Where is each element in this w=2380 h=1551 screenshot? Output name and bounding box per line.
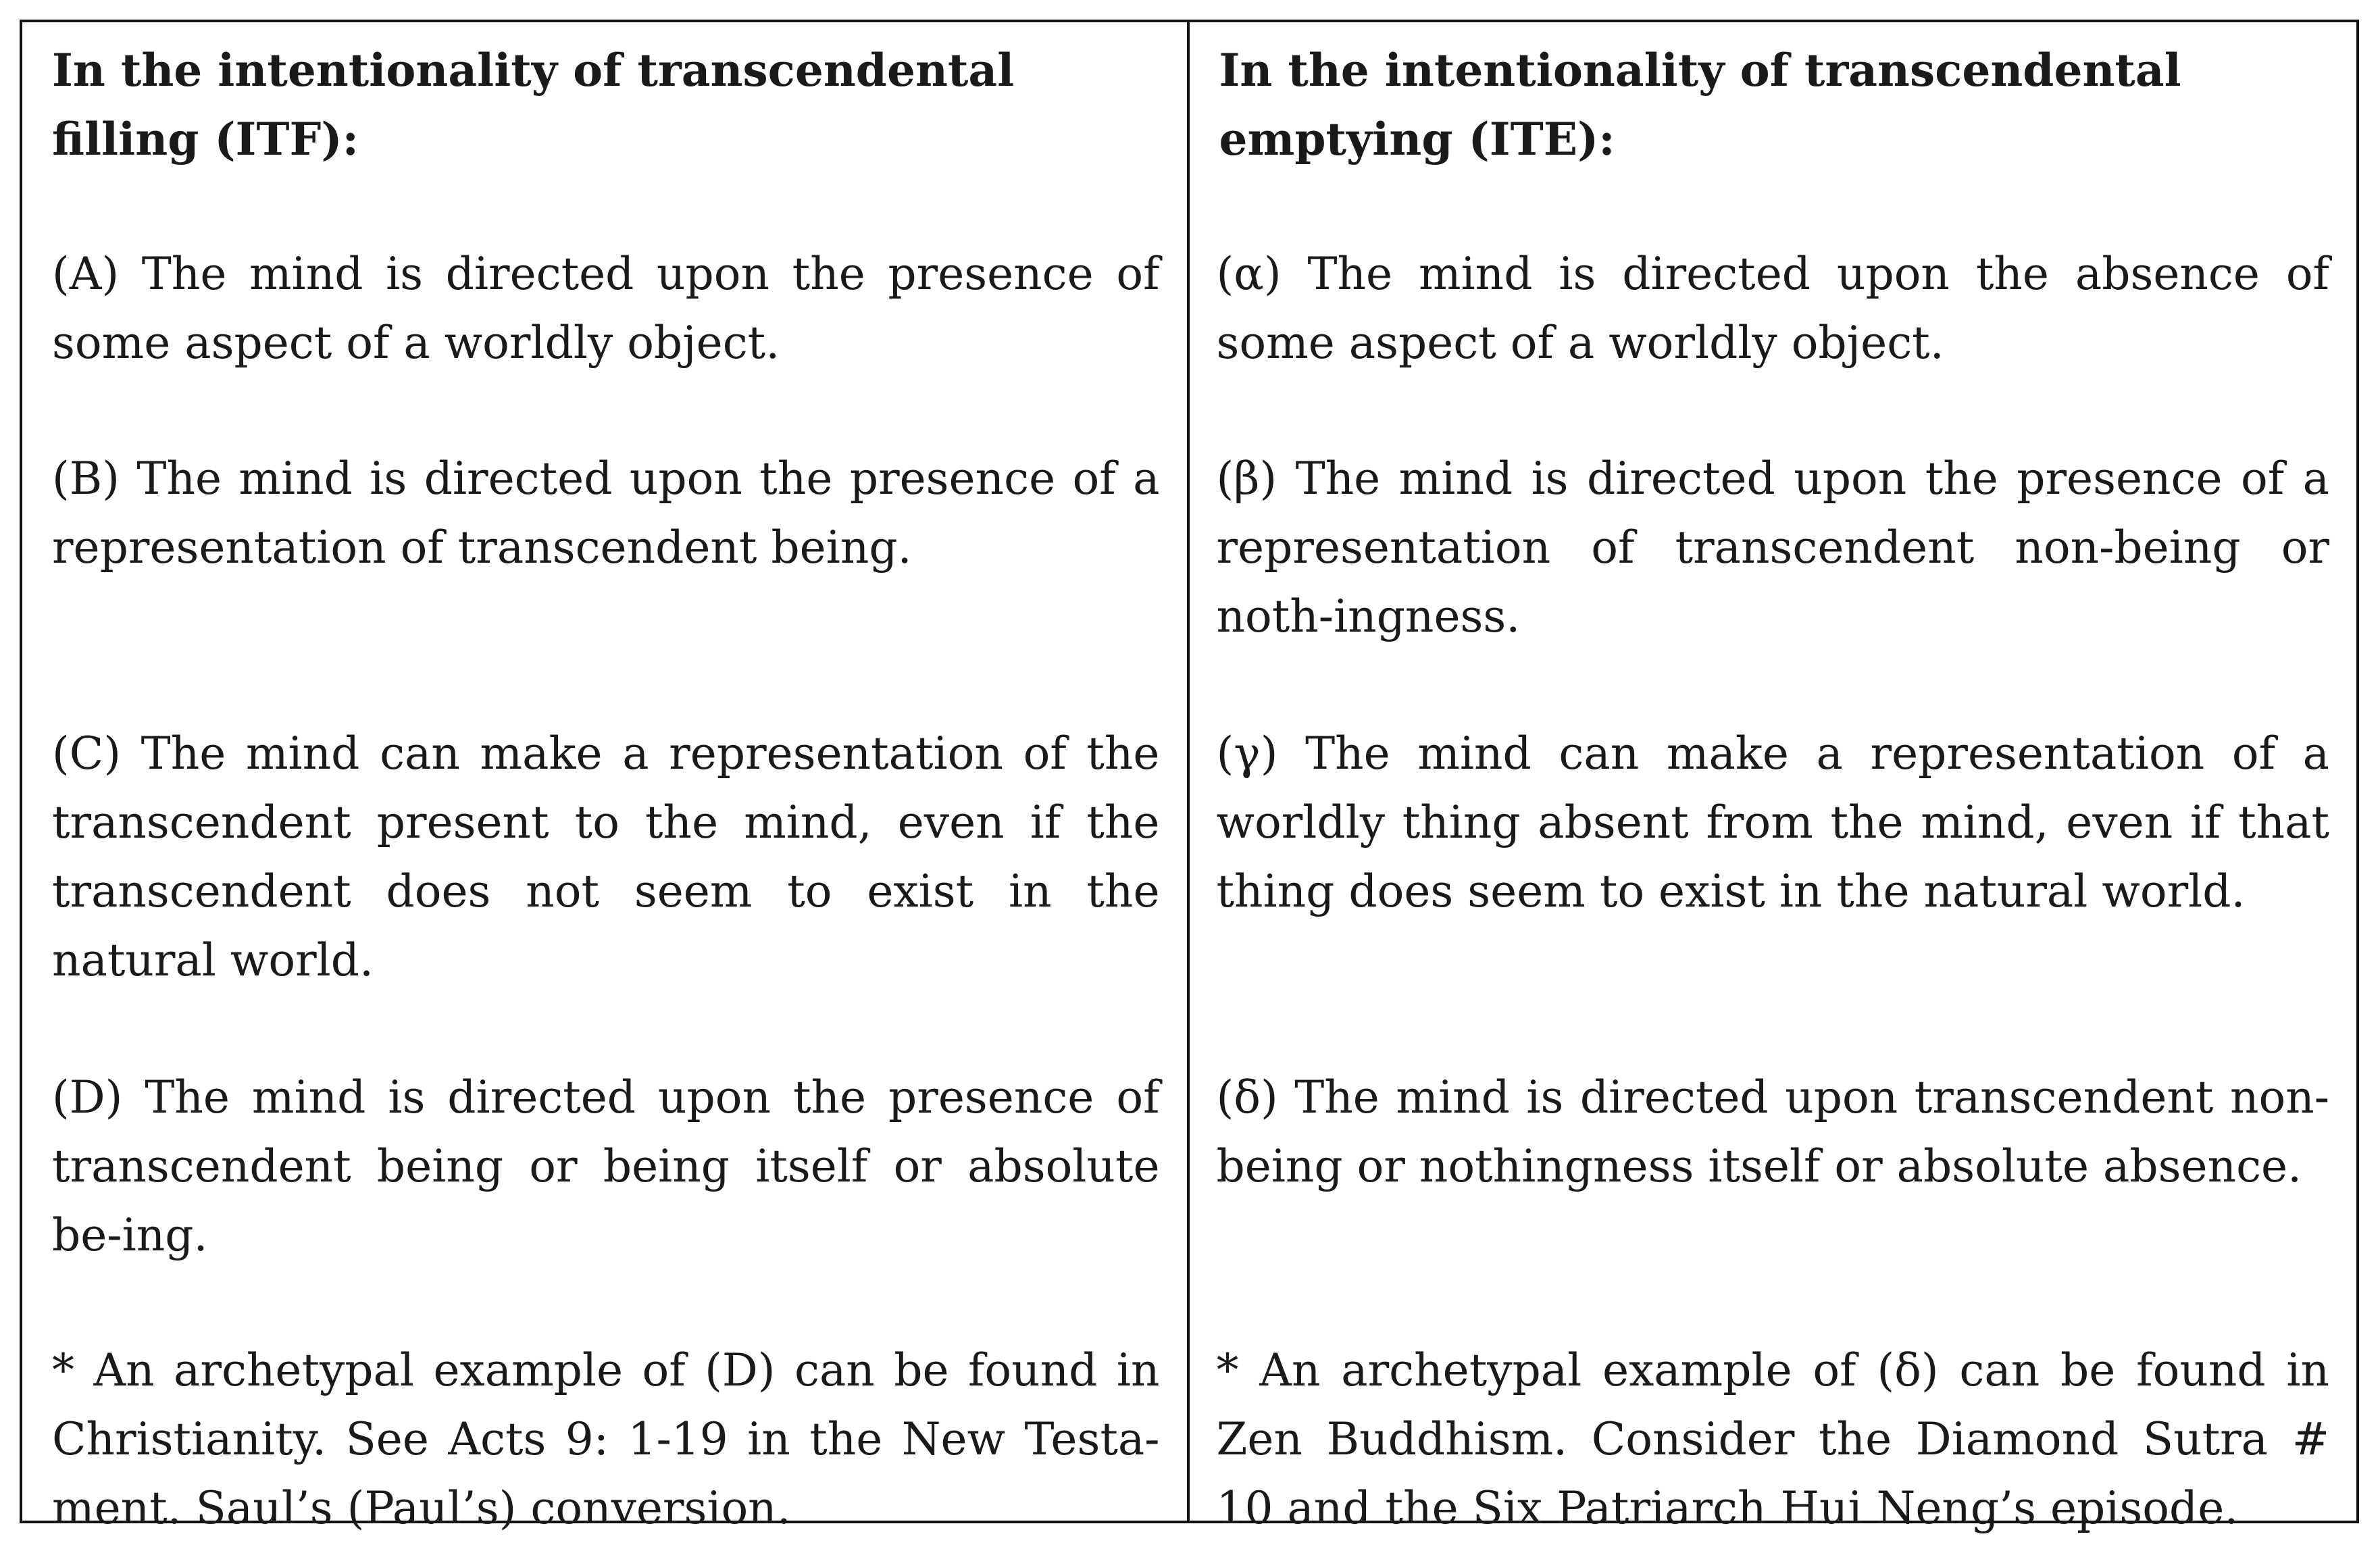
- ite-column-header: In the intentionality of transcendental emptying (ITE):: [1219, 44, 2181, 166]
- itf-example-note: * An archetypal example of (D) can be found in Christianity. See Acts 9: 1-19 in the New Testa-ment. Saul’s (Paul’s) conversion.: [52, 1344, 1160, 1534]
- ite-example-note: * An archetypal example of (δ) can be found in Zen Buddhism. Consider the Diamond Sutra # 10 and the Six Patriarch Hui Neng’s episode.: [1216, 1344, 2329, 1534]
- itf-item-b: (B) The mind is directed upon the presence of a representation of transcendent being.: [52, 453, 1160, 574]
- itf-column: [22, 22, 1190, 1534]
- ite-column: [1190, 22, 2357, 1534]
- comparison-table: [20, 20, 2359, 1534]
- itf-item-c: (C) The mind can make a representation of the transcendent present to the mind, even if the transcendent does not seem to exist in the natural world.: [52, 728, 1160, 986]
- ite-item-alpha: (α) The mind is directed upon the absence of some aspect of a worldly object.: [1216, 248, 2329, 369]
- itf-column-header: In the intentionality of transcendental filling (ITF):: [52, 44, 1015, 166]
- itf-item-a: (A) The mind is directed upon the presence of some aspect of a worldly object.: [52, 248, 1160, 369]
- ite-item-gamma: (γ) The mind can make a representation of a worldly thing absent from the mind, even if that thing does seem to exist in the natural world.: [1216, 728, 2329, 917]
- itf-item-d: (D) The mind is directed upon the presence of transcendent being or being itself or absolute be-ing.: [52, 1071, 1160, 1261]
- ite-item-delta: (δ) The mind is directed upon transcendent non-being or nothingness itself or absolute absence.: [1216, 1071, 2329, 1192]
- ite-item-beta: (β) The mind is directed upon the presence of a representation of transcendent non-being or noth-ingness.: [1216, 453, 2329, 642]
